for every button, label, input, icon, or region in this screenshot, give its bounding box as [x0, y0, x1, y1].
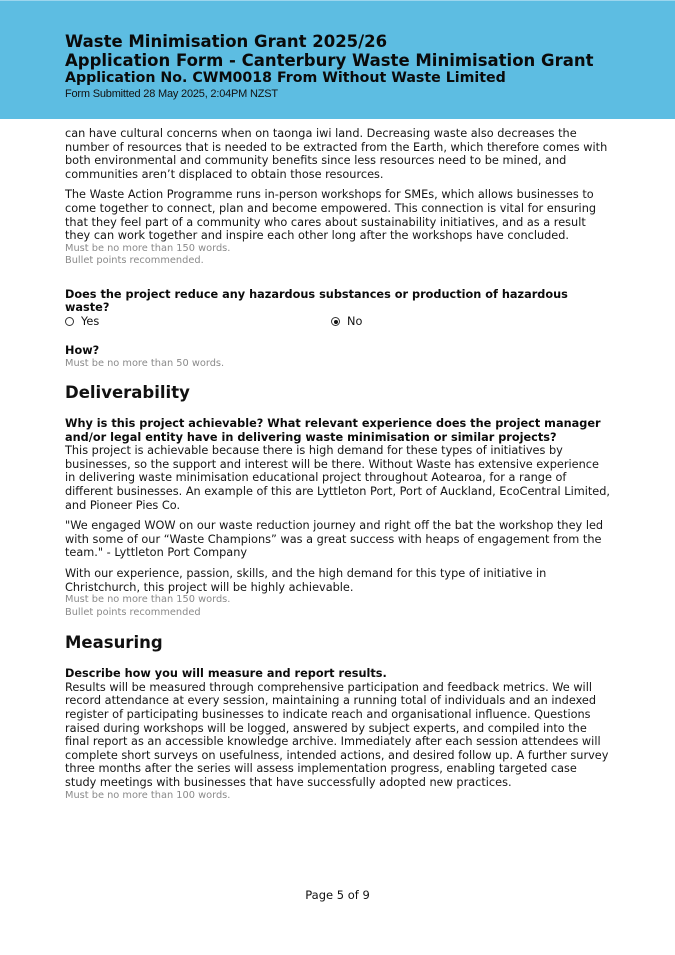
- page-content: [65, 127, 610, 802]
- grant-title: Waste Minimisation Grant 2025/26: [65, 32, 388, 51]
- submission-timestamp: Form Submitted 28 May 2025, 2:04PM NZST: [65, 88, 278, 100]
- form-name: Application Form - Canterbury Waste Minimisation Grant: [65, 51, 594, 70]
- deliverability-bullet-hint: Bullet points recommended: [65, 606, 201, 618]
- how-word-limit-hint: Must be no more than 50 words.: [65, 357, 225, 369]
- section-heading-measuring: Measuring: [65, 633, 163, 653]
- deliverability-question: Why is this project achievable? What relevant experience does the project manager and/or legal entity have in delivering waste minimisation or similar projects?: [65, 417, 601, 444]
- continued-paragraph-2: The Waste Action Programme runs in-person workshops for SMEs, which allows businesses to come together to connect, plan and become empowered. This connection is vital for ensuring that they feel part of a community who cares about sustainability initiatives, and as a result they can work together and inspire each other long after the workshops have concluded.: [65, 188, 597, 243]
- bullet-hint: Bullet points recommended.: [65, 255, 204, 267]
- how-question: How?: [65, 343, 100, 357]
- deliverability-paragraph-3: With our experience, passion, skills, and the high demand for this type of initiative in Christchurch, this project will be highly achievable.: [65, 566, 547, 594]
- radio-no[interactable]: [331, 315, 362, 329]
- measuring-answer: Results will be measured through comprehensive participation and feedback metrics. We will record attendance at every session, maintaining a running total of individuals and an indexed register of participating businesses to indicate reach and organisational influence. Questions raised during workshops will be logged, answered by subject experts, and compiled into the final report as an accessible knowledge archive. Immediately after each session attendees will complete short surveys on usefulness, intended actions, and desired follow up. A further survey three months after the series will assess implementation progress, enabling targeted case study meetings with businesses that have successfully adopted new practices.: [65, 680, 609, 789]
- hazardous-radio-group: [65, 315, 610, 329]
- measuring-question: Describe how you will measure and report results.: [65, 667, 387, 681]
- radio-yes[interactable]: [65, 315, 99, 329]
- application-number: Application No. CWM0018 From Without Waste Limited: [65, 70, 506, 86]
- hazardous-question: Does the project reduce any hazardous substances or production of hazardous waste?: [65, 287, 568, 315]
- section-heading-deliverability: Deliverability: [65, 383, 190, 403]
- document-header: [0, 0, 675, 119]
- deliverability-quote: "We engaged WOW on our waste reduction journey and right off the bat the workshop they led with some of our “Waste Champions” was a great success with heaps of engagement from the team." - Lyttleton Port Company: [65, 519, 604, 560]
- radio-no-label: No: [347, 314, 363, 328]
- continued-paragraph-1: can have cultural concerns when on taonga iwi land. Decreasing waste also decreases the number of resources that is needed to be extracted from the Earth, which therefore comes with both environmental and community benefits since less resources need to be mined, and communities aren’t displaced to obtain those resources.: [65, 127, 608, 181]
- radio-yes-label: Yes: [81, 314, 100, 328]
- measuring-word-limit-hint: Must be no more than 100 words.: [65, 789, 231, 801]
- deliverability-paragraph-1: This project is achievable because there is high demand for these types of initiatives by businesses, so the support and interest will be there. Without Waste has extensive experience in delivering waste minimisation educational project throughout Aotearoa, for a range of different businesses. An example of this are Lyttleton Port, Port of Auckland, EcoCentral Limited, and Pioneer Pies Co.: [65, 444, 611, 512]
- deliverability-word-limit-hint: Must be no more than 150 words.: [65, 594, 231, 606]
- page-number: Page 5 of 9: [305, 888, 370, 902]
- radio-unchecked-icon: [65, 317, 74, 326]
- radio-checked-icon: [331, 317, 340, 326]
- word-limit-hint: Must be no more than 150 words.: [65, 242, 231, 254]
